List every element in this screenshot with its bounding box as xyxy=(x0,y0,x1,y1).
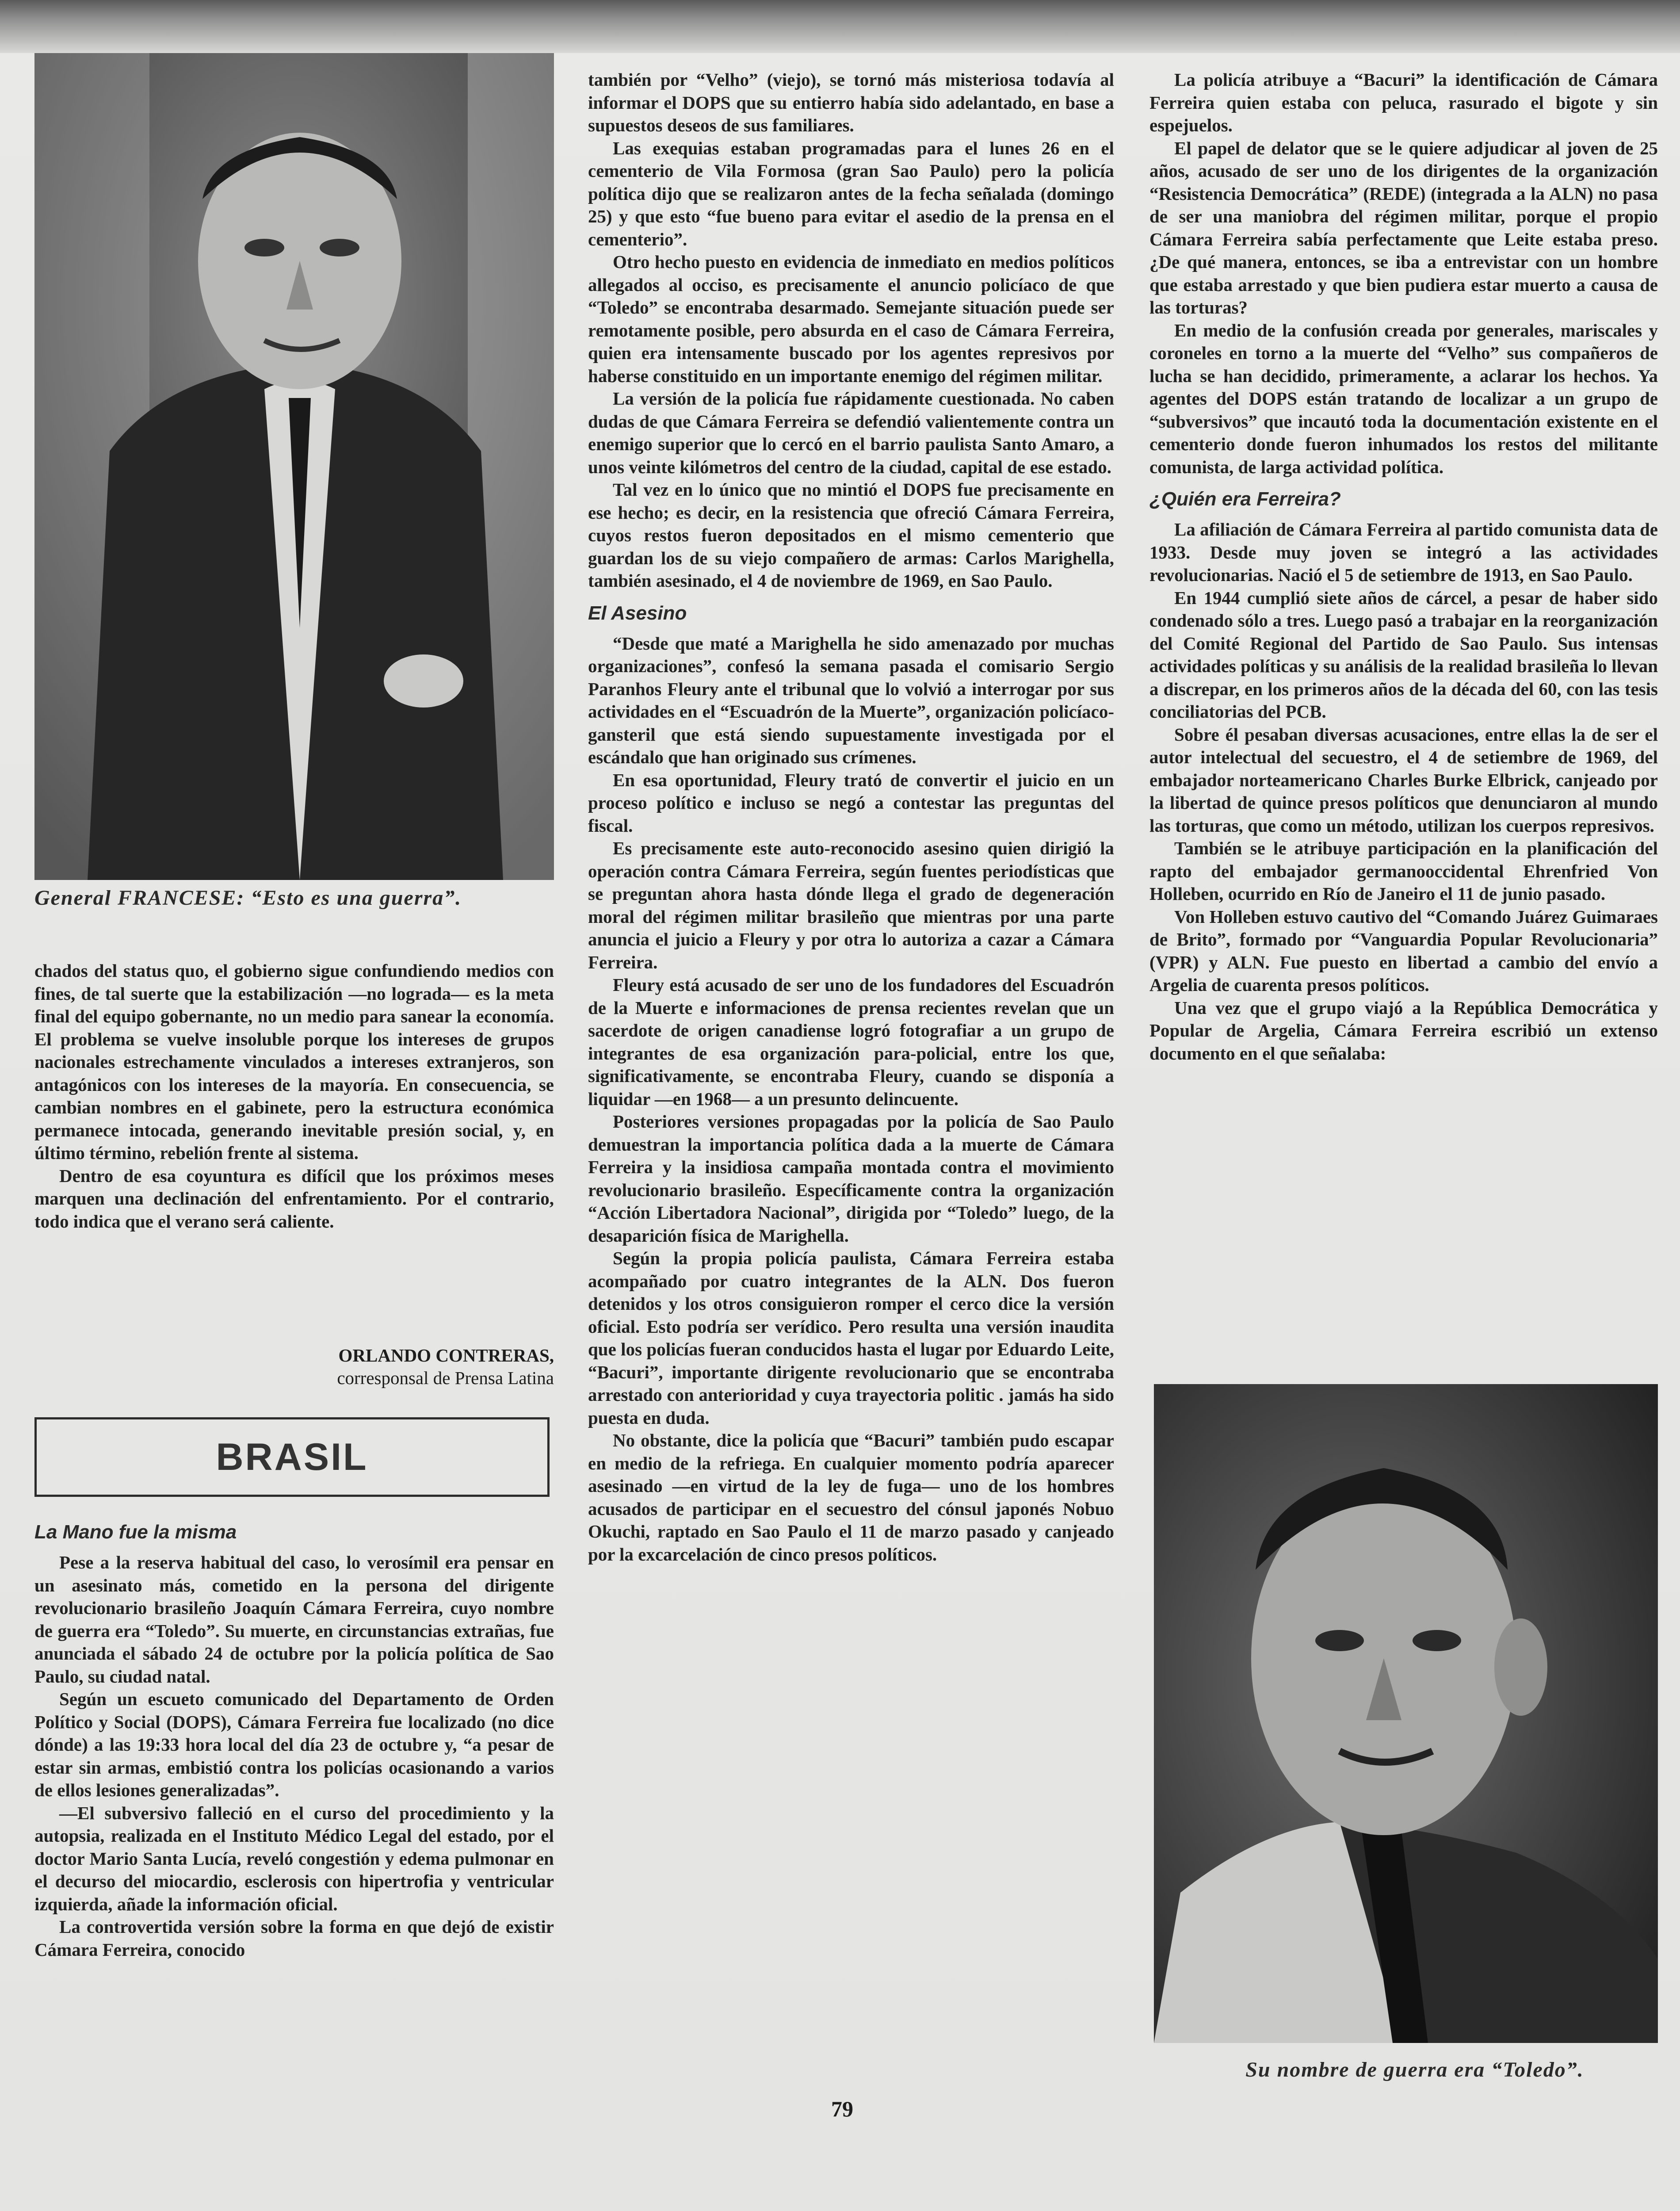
page-number: 79 xyxy=(831,2096,853,2121)
left-column-text xyxy=(34,960,554,1233)
photo-image xyxy=(34,53,554,880)
paragraph: Una vez que el grupo viajó a la República Democrática y Popular de Argelia, Cámara Ferreira escribió un extenso documento en el que señalaba: xyxy=(1149,997,1658,1063)
paragraph: En esa oportunidad, Fleury trató de convertir el juicio en un proceso político e incluso se negó a contestar las preguntas del fiscal. xyxy=(588,769,1114,836)
paragraph: La versión de la policía fue rápidamente cuestionada. No caben dudas de que Cámara Ferreira se defendió valientemente contra un enemigo superior que lo cercó en el barrio paulista Santo Amaro, a unos veinte kilómetros del centro de la ciudad, capital de ese estado. xyxy=(588,388,1114,477)
paragraph: También se le atribuye participación en la planificación del rapto del embajador germanooccidental Ehrenfried Von Holleben, ocurrido en Río de Janeiro el 11 de junio pasado. xyxy=(1149,838,1658,904)
paragraph: Dentro de esa coyuntura es difícil que los próximos meses marquen una declinación del enfrentamiento. Por el contrario, todo indica que el verano será caliente. xyxy=(34,1165,554,1232)
photo-toledo xyxy=(1154,1384,1658,2043)
middle-text-top xyxy=(588,69,1114,593)
byline-role: corresponsal de Prensa Latina xyxy=(337,1368,554,1388)
paragraph: —El subversivo falleció en el curso del procedimiento y la autopsia, realizada en el Instituto Médico Legal del estado, por el doctor Mario Santa Lucía, reveló congestión y edema pulmonar en el decurso del miocardio, esclerosis con hipertrofia y ventricular izquierda, añade la información oficial. xyxy=(34,1802,554,1914)
photo-left-caption: General FRANCESE: “Esto es una guerra”. xyxy=(34,886,462,910)
paragraph: El papel de delator que se le quiere adjudicar al joven de 25 años, acusado de ser uno de los dirigentes de la organización “Resistencia Democrática” (REDE) (integrada a la ALN) no pasa de ser una maniobra del régimen militar, porque el propio Cámara Ferreira sabía perfectamente que Leite estaba preso. ¿De qué manera, entonces, se iba a entrevistar con un hombre que estaba arrestado y que bien pudiera estar muerto a causa de las torturas? xyxy=(1149,138,1658,317)
paragraph: La policía atribuye a “Bacuri” la identificación de Cámara Ferreira quien estaba con peluca, rasurado el bigote y sin espejuelos. xyxy=(1149,69,1658,135)
paragraph: Tal vez en lo único que no mintió el DOPS fue precisamente en ese hecho; es decir, en la resistencia que ofreció Cámara Ferreira, cuyos restos fueron depositados en el mismo cementerio que guardan los de su viejo compañero de armas: Carlos Marighella, también asesinado, el 4 de noviembre de 1969, en Sao Paulo. xyxy=(588,479,1114,591)
paragraph: Posteriores versiones propagadas por la policía de Sao Paulo demuestran la importancia política dada a la muerte de Cámara Ferreira y la insidiosa campaña montada contra el movimiento revolucionario brasileño. Específicamente contra la organización “Acción Libertadora Nacional”, dirigida por “Toledo” luego, de la desaparición física de Marighella. xyxy=(588,1111,1114,1246)
paragraph: Según la propia policía paulista, Cámara Ferreira estaba acompañado por cuatro integrantes de la ALN. Dos fueron detenidos y los otros consiguieron romper el cerco dice la versión oficial. Esto podría ser verídico. Pero resulta una versión inaudita que los policías fueran conducidos hasta el lugar por Eduardo Leite, “Bacuri”, importante dirigente revolucionario que se encontraba arrestado con anterioridad y cuya trayectoria politic . jamás ha sido puesta en duda. xyxy=(588,1248,1114,1428)
paragraph: Von Holleben estuvo cautivo del “Comando Juárez Guimaraes de Brito”, formado por “Vanguardia Popular Revolucionaria” (VPR) y ALN. Fue puesto en libertad a cambio del envío a Argelia de cuarenta presos políticos. xyxy=(1149,906,1658,995)
section-title: BRASIL xyxy=(216,1435,368,1478)
paragraph: Fleury está acusado de ser uno de los fundadores del Escuadrón de la Muerte e informaciones de prensa recientes revelan que un sacerdote de origen canadiense logró fotografiar a un grupo de integrantes de esa organización para-policial, entre los que, significativamente, se encontraba Fleury, cuando se disponía a liquidar —en 1968— a un presunto delincuente. xyxy=(588,975,1114,1109)
photo-right-caption: Su nombre de guerra era “Toledo”. xyxy=(1245,2058,1584,2081)
paragraph: Las exequias estaban programadas para el lunes 26 en el cementerio de Vila Formosa (gran Sao Paulo) pero la policía política dijo que se realizaron antes de la fecha señalada (domingo 25) y que esto “fue bueno para evitar el asedio de la prensa en el cementerio”. xyxy=(588,138,1114,249)
paragraph: Pese a la reserva habitual del caso, lo verosímil era pensar en un asesinato más, cometido en la persona del dirigente revolucionario brasileño Joaquín Cámara Ferreira, cuyo nombre de guerra era “Toledo”. Su muerte, en circunstancias extrañas, fue anunciada el sábado 24 de octubre por la policía política de Sao Paulo, su ciudad natal. xyxy=(34,1552,554,1687)
paragraph: Sobre él pesaban diversas acusaciones, entre ellas la de ser el autor intelectual del secuestro, el 4 de setiembre de 1969, del embajador norteamericano Charles Burke Elbrick, canjeado por la libertad de quince presos políticos que denunciaron al mundo las torturas, que como un método, utilizan los cuerpos represivos. xyxy=(1149,724,1658,836)
paragraph: En 1944 cumplió siete años de cárcel, a pesar de haber sido condenado sólo a tres. Luego pasó a trabajar en la reorganización del Comité Regional del Partido de Sao Paulo. Sus intensas actividades políticas y su análisis de la realidad brasileña lo llevan a discrepar, en los primeros años de la década del 60, con las tesis conciliatorias del PCB. xyxy=(1149,587,1658,722)
mano-text xyxy=(34,1551,554,1961)
scan-edge-shadow xyxy=(0,0,1680,53)
middle-column xyxy=(588,69,1114,1566)
paragraph: La controvertida versión sobre la forma en que dejó de existir Cámara Ferreira, conocido xyxy=(34,1916,554,1960)
paragraph: chados del status quo, el gobierno sigue confundiendo medios con fines, de tal suerte que la estabilización —no lograda— es la meta final del equipo gobernante, no un medio para sanear la economía. El problema se vuelve insoluble porque los intereses de grupos nacionales estrechamente vinculados a intereses extranjeros, son antagónicos con los intereses de la mayoría. En consecuencia, se cambian nombres en el gabinete, pero la estructura económica permanece intocada, generando inevitable presión social, y, en último término, rebelión frente al sistema. xyxy=(34,960,554,1163)
subhead-quien: ¿Quién era Ferreira? xyxy=(1149,488,1341,510)
paragraph: Es precisamente este auto-reconocido asesino quien dirigió la operación contra Cámara Ferreira, según fuentes periodísticas que se preguntan ahora hasta dónde llega el grado de degeneración moral del régimen militar brasileño que mientras por una parte anuncia el juicio a Fleury y por otra lo autoriza a cazar a Cámara Ferreira. xyxy=(588,838,1114,972)
mano-section xyxy=(34,1521,554,1961)
photo-image xyxy=(1154,1384,1658,2043)
photo-general-francese xyxy=(34,53,554,880)
paragraph: Otro hecho puesto en evidencia de inmediato en medios políticos allegados al occiso, es precisamente el anuncio policíaco de que “Toledo” se encontraba desarmado. Semejante situación puede ser remotamente posible, pero absurda en el caso de Cámara Ferreira, quien era intensamente buscado por los agentes represivos por haberse constituido en un importante enemigo del régimen militar. xyxy=(588,252,1114,386)
byline-name: ORLANDO CONTRERAS, xyxy=(338,1345,554,1366)
section-title-box xyxy=(34,1417,550,1497)
paragraph: Según un escueto comunicado del Departamento de Orden Político y Social (DOPS), Cámara Ferreira fue localizado (no dice dónde) a las 19:33 hora local del día 23 de octubre y, “a pesar de estar sin armas, embistió contra los policías ocasionando a varios de ellos lesiones generalizadas”. xyxy=(34,1689,554,1800)
subhead-asesino: El Asesino xyxy=(588,602,687,624)
paragraph: La afiliación de Cámara Ferreira al partido comunista data de 1933. Desde muy joven se integró a las actividades revolucionarias. Nació el 5 de setiembre de 1913, en Sao Paulo. xyxy=(1149,519,1658,585)
paragraph: En medio de la confusión creada por generales, mariscales y coroneles en torno a la muerte del “Velho” sus compañeros de lucha se han decidido, primeramente, a aclarar los hechos. Ya agentes del DOPS están tratando de localizar a un grupo de “subversivos” que incautó toda la documentación existente en el cementerio donde fueron inhumados los restos del militante comunista, de larga actividad política. xyxy=(1149,320,1658,477)
right-text-top xyxy=(1149,69,1658,478)
right-text-bottom xyxy=(1149,518,1658,1065)
paragraph: “Desde que maté a Marighella he sido amenazado por muchas organizaciones”, confesó la semana pasada el comisario Sergio Paranhos Fleury ante el tribunal que lo volvió a interrogar por sus actividades en el “Escuadrón de la Muerte”, organización policíaco-gansteril que está siendo supuestamente investigada por el escándalo que han originado sus crímenes. xyxy=(588,633,1114,767)
right-column xyxy=(1149,69,1658,1065)
paragraph: No obstante, dice la policía que “Bacuri” también pudo escapar en medio de la refriega. En cualquier momento podría aparecer asesinado —en virtud de la ley de fuga— uno de los hombres acusados de participar en el secuestro del cónsul japonés Nobuo Okuchi, raptado en Sao Paulo el 11 de marzo pasado y canjeado por la excarcelación de cinco presos políticos. xyxy=(588,1430,1114,1565)
middle-text-bottom xyxy=(588,632,1114,1566)
byline xyxy=(34,1344,554,1389)
paragraph: también por “Velho” (viejo), se tornó más misteriosa todavía al informar el DOPS que su entierro había sido adelantado, en base a supuestos deseos de sus familiares. xyxy=(588,69,1114,135)
subhead-mano: La Mano fue la misma xyxy=(34,1521,237,1543)
